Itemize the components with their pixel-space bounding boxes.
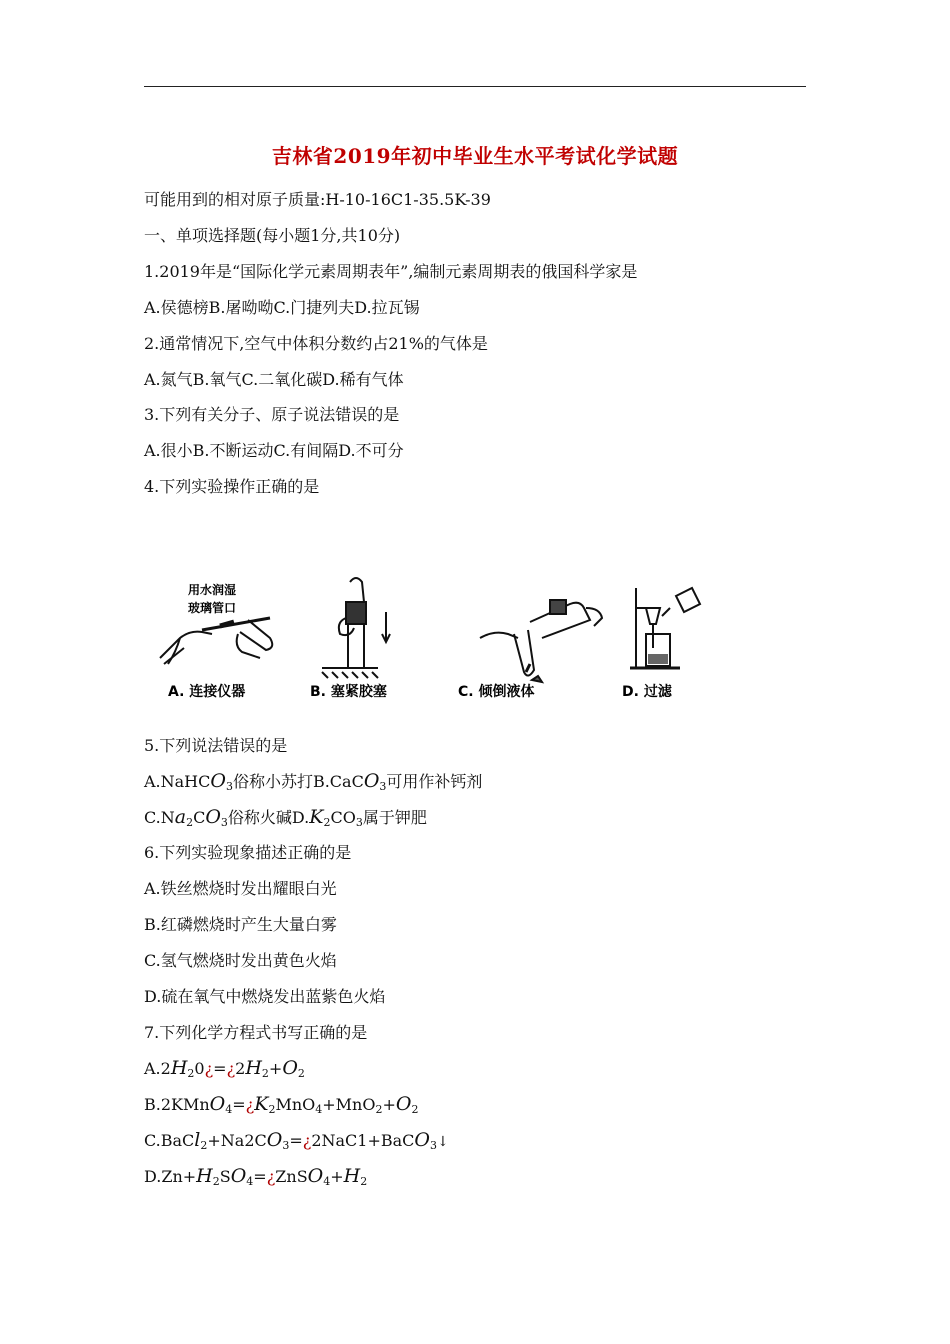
q7-option-b: $B.2KMnO_4=¿K_2MnO_4+MnO_2+O_2$	[144, 1093, 419, 1116]
q1-stem: 1.2019年是“国际化学元素周期表年”,编制元素周期表的俄国科学家是	[144, 262, 638, 281]
caption-b: B. 塞紧胶塞	[310, 684, 387, 700]
q2-stem: 2.通常情况下,空气中体积分数约占21%的气体是	[144, 334, 488, 353]
label-a-line2: 玻璃管口	[188, 601, 237, 615]
q2-options: A.氮气B.氧气C.二氧化碳D.稀有气体	[144, 370, 404, 389]
q4-stem: 4.下列实验操作正确的是	[144, 477, 320, 496]
q5-options-cd: $C.Na_2CO_3$俗称火碱$D.K_2CO_3$属于钾肥	[144, 806, 427, 829]
q3-options: A.很小B.不断运动C.有间隔D.不可分	[144, 441, 404, 460]
q6-stem: 6.下列实验现象描述正确的是	[144, 843, 352, 862]
figure-d-filtration	[630, 588, 700, 668]
q7-option-d: $D.Zn+H_2SO_4=¿ZnSO_4+H_2$	[144, 1165, 368, 1188]
q7-option-a: $A.2H_20¿=¿2H_2+O_2$	[144, 1057, 305, 1080]
page-title: 吉林省2019年初中毕业生水平考试化学试题	[271, 144, 679, 168]
figure-b-stopper	[322, 578, 390, 678]
q4-figure	[150, 568, 730, 708]
caption-a: A. 连接仪器	[168, 684, 246, 700]
q6-option-b: B.红磷燃烧时产生大量白雾	[144, 915, 337, 934]
section-heading: 一、单项选择题(每小题1分,共10分)	[144, 226, 401, 245]
q6-option-a: A.铁丝燃烧时发出耀眼白光	[144, 879, 337, 898]
q6-option-d: D.硫在氧气中燃烧发出蓝紫色火焰	[144, 987, 386, 1006]
q5-options-ab: A.NaHCO$_3$俗称小苏打B.CaCO$_3$可用作补钙剂	[144, 770, 483, 793]
q7-option-c: $C.BaCl_2+Na2CO_3=¿2NaC1+BaCO_3↓$	[144, 1129, 449, 1152]
caption-d: D. 过滤	[622, 684, 672, 700]
q3-stem: 3.下列有关分子、原子说法错误的是	[144, 405, 400, 424]
figure-c-pouring	[480, 600, 602, 682]
label-a-line1: 用水润湿	[188, 583, 237, 597]
top-rule	[144, 86, 806, 87]
atomic-masses: 可能用到的相对原子质量:H-10-16C1-35.5K-39	[144, 190, 491, 209]
q6-option-c: C.氢气燃烧时发出黄色火焰	[144, 951, 337, 970]
figure-a-connect-apparatus	[160, 618, 272, 664]
q7-stem: 7.下列化学方程式书写正确的是	[144, 1023, 368, 1042]
q1-options: A.侯德榜B.屠呦呦C.门捷列夫D.拉瓦锡	[144, 298, 420, 317]
q5-stem: 5.下列说法错误的是	[144, 736, 288, 755]
caption-c: C. 倾倒液体	[458, 684, 535, 700]
